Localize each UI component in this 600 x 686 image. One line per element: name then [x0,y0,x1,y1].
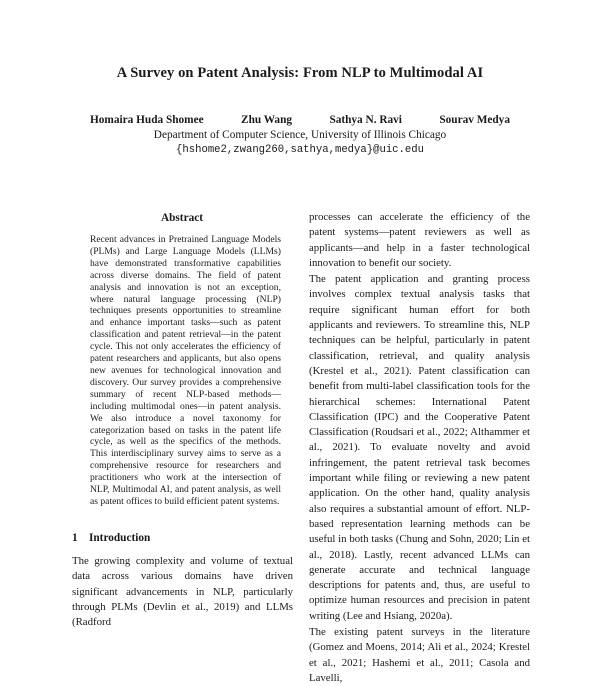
body-paragraph: The patent application and granting process involves complex textual analysis tasks that require significant human effort for both applicants and reviewers. To streamline this, NLP techniques can be helpful, particularly in patent classification, retrieval, and quality analysis (Krestel et al., 2021). Patent classification can benefit from multi-label classification tools for the hierarchical schemes: International Patent Classification (IPC) and the Cooperative Patent Classification (Roudsari et al., 2022; Althammer et al., 2021). To evaluate novelty and avoid infringement, the patent retrieval task becomes important while filing or reviewing a new patent application. On the other hand, quality analysis also requires a substantial amount of effort. NLP-based representation learning methods can be useful in both tasks (Chung and Sohn, 2020; Lin et al., 2018). Lastly, recent advanced LLMs can generate accurate and technical language descriptions for patents and, thus, are useful to optimize human resources and precision in patent writing (Lee and Hsiang, 2020a). [309,273,530,622]
author-name: Zhu Wang [241,114,293,126]
author-list [90,114,510,126]
abstract-text: Recent advances in Pretrained Language Models (PLMs) and Large Language Models (LLMs) have demonstrated transformative capabilities across diverse domains. The field of patent analysis and innovation is not an exception, where natural language processing (NLP) techniques presents opportunities to streamline and enhance important tasks—such as patent classification and patent retrieval—in the patent cycle. This not only accelerates the efficiency of patent researchers and applicants, but also opens new avenues for technological innovation and discovery. Our survey provides a comprehensive summary of recent NLP-based methods—including multimodal ones—in patent analysis. We also introduce a novel taxonomy for categorization based on tasks in the patent life cycle, as well as the specifics of the methods. This interdisciplinary survey aims to serve as a comprehensive resource for researchers and practitioners who work at the intersection of NLP, Multimodal AI, and patent analysis, as well as patent offices to build efficient patent systems. [90,234,281,507]
author-name: Sathya N. Ravi [329,114,402,126]
right-column [309,210,530,686]
paper-title: A Survey on Patent Analysis: From NLP to Multimodal AI [116,65,484,81]
introduction-text: The growing complexity and volume of textual data across various domains have driven significant advancements in NLP, particularly through PLMs (Devlin et al., 2019) and LLMs (Radford [72,555,293,629]
author-name: Sourav Medya [439,114,510,126]
body-paragraph: The existing patent surveys in the literature (Gomez and Moens, 2014; Ali et al., 2024; Krestel et al., 2021; Hashemi et al., 2011; Casola and Lavelli, [309,626,530,684]
section-title: Introduction [89,532,151,544]
section-heading-introduction [72,532,292,544]
body-paragraph: processes can accelerate the efficiency of the patent systems—patent reviewers as well as applicants—and help in a faster technological innovation to benefit our society. [309,211,530,269]
author-emails: {hshome2,zwang260,sathya,medya}@uic.edu [176,144,424,156]
author-name: Homaira Huda Shomee [90,114,204,126]
abstract-heading: Abstract [160,212,204,224]
affiliation: Department of Computer Science, University of Illinois Chicago [153,129,447,141]
section-number: 1 [72,532,78,544]
